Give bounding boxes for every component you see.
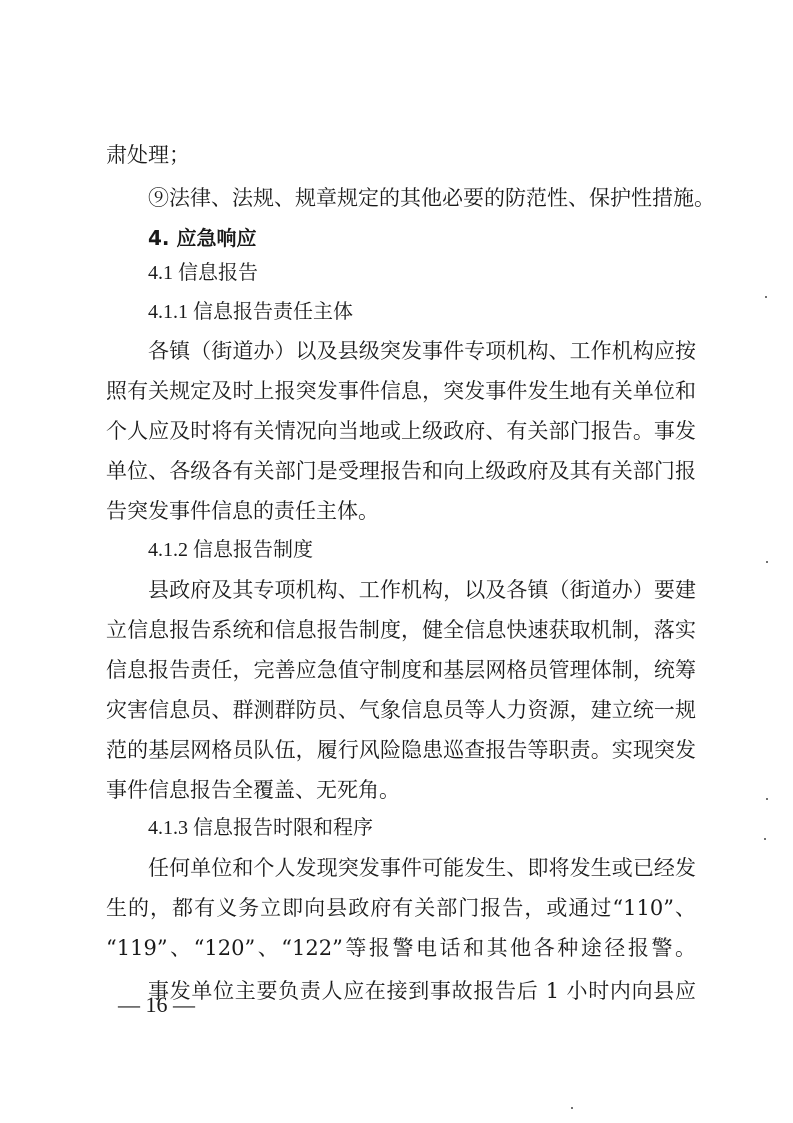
subsection-heading: 4.1.1 信息报告责任主体 (148, 301, 353, 323)
subsection-heading: 4.1.2 信息报告制度 (148, 539, 313, 561)
paragraph-line: 各镇（街道办）以及县级突发事件专项机构、工作机构应按 (148, 339, 696, 363)
paragraph-line: “119”、“120”、“122”等报警电话和其他各种途径报警。 (106, 936, 696, 960)
text-line: ⑨法律、法规、规章规定的其他必要的防范性、保护性措施。 (148, 186, 715, 210)
paragraph-line: 立信息报告系统和信息报告制度，健全信息快速获取机制，落实 (106, 618, 696, 642)
paragraph-line: 事件信息报告全覆盖、无死角。 (106, 778, 400, 802)
paragraph-line: 任何单位和个人发现突发事件可能发生、即将发生或已经发 (148, 856, 696, 880)
paragraph-line: 个人应及时将有关情况向当地或上级政府、有关部门报告。事发 (106, 419, 696, 443)
paragraph-line: 灾害信息员、群测群防员、气象信息员等人力资源，建立统一规 (106, 698, 696, 722)
paragraph-line: 照有关规定及时上报突发事件信息，突发事件发生地有关单位和 (106, 379, 696, 403)
subsection-heading: 4.1.3 信息报告时限和程序 (148, 817, 373, 839)
text-line: 肃处理； (106, 143, 190, 167)
paragraph-line: 告突发事件信息的责任主体。 (106, 499, 379, 523)
scan-speck (766, 798, 768, 800)
section-heading: 4. 应急响应 (148, 226, 257, 250)
paragraph-line: 信息报告责任，完善应急值守制度和基层网格员管理体制，统筹 (106, 658, 696, 682)
paragraph-line: 县政府及其专项机构、工作机构，以及各镇（街道办）要建 (148, 578, 696, 602)
scan-speck (571, 1107, 573, 1109)
scan-speck (764, 838, 766, 840)
scan-speck (766, 561, 768, 563)
paragraph-line: 单位、各级各有关部门是受理报告和向上级政府及其有关部门报 (106, 459, 696, 483)
subsection-heading: 4.1 信息报告 (148, 262, 258, 284)
paragraph-line: 生的，都有义务立即向县政府有关部门报告，或通过“110”、 (106, 896, 696, 920)
page-number: — 16 — (118, 992, 195, 1017)
scan-speck (765, 296, 767, 298)
paragraph-line: 范的基层网格员队伍，履行风险隐患巡查报告等职责。实现突发 (106, 738, 696, 762)
paragraph-line: 事发单位主要负责人应在接到事故报告后 1 小时内向县应 (148, 979, 696, 1003)
